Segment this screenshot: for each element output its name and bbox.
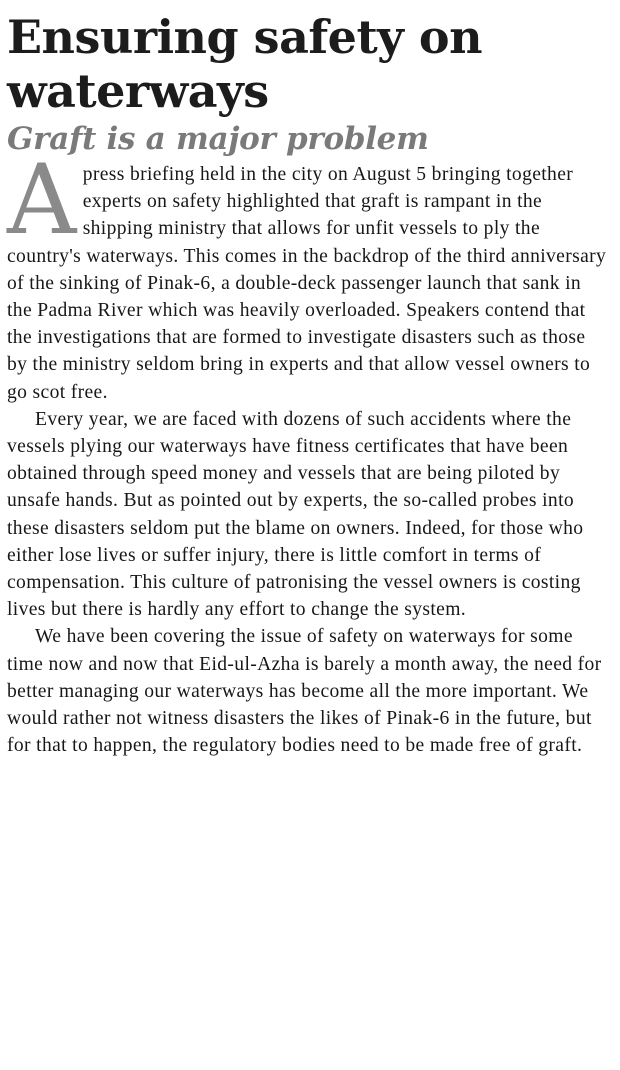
headline: Ensuring safety on waterways [7, 10, 483, 118]
drop-cap: A [7, 144, 77, 256]
editorial-article [7, 10, 607, 759]
paragraph-3: We have been covering the issue of safety on waterways for some time now and now that Eid-ul-Azha is barely a month away, the need for better managing our waterways has become all the more important. We would rather not witness disasters the likes of Pinak-6 in the future, but for that to happen, the regulatory bodies need to be made free of graft. [7, 626, 602, 757]
paragraph-2: Every year, we are faced with dozens of such accidents where the vessels plying our waterways have fitness certificates that have been obtained through speed money and vessels that are being piloted by unsafe hands. But as pointed out by experts, the so-called probes into these disasters seldom put the blame on owners. Indeed, for those who either lose lives or suffer injury, there is little comfort in terms of compensation. This culture of patronising the vessel owners is costing lives but there is hardly any effort to change the system. [7, 408, 584, 621]
subheadline: Graft is a major problem [7, 121, 429, 157]
paragraph-1-text: press briefing held in the city on August 5 bringing together experts on safety highlighted that graft is rampant in the shipping ministry that allows for unfit vessels to ply the country's waterways. This comes in the backdrop of the third anniversary of the sinking of Pinak-6, a double-deck passenger launch that sank in the Padma River which was heavily overloaded. Speakers contend that the investigations that are formed to investigate disasters such as those by the ministry seldom bring in experts and that allow vessel owners to go scot free. [7, 164, 607, 403]
article-body [7, 144, 607, 759]
paragraph-1 [7, 144, 607, 406]
